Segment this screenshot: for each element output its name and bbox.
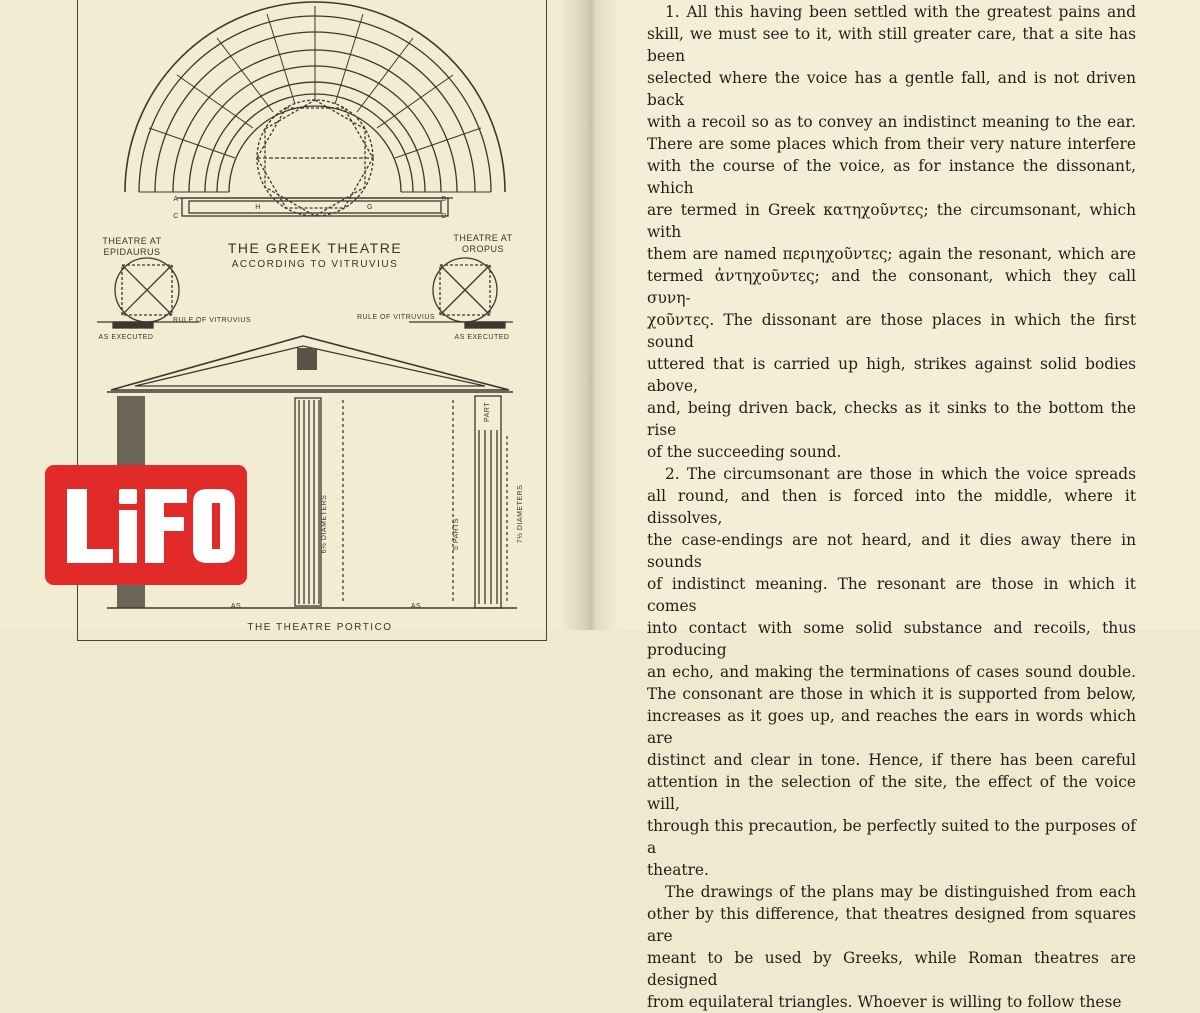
as-right-label: AS [410,603,422,610]
letter-h: H [255,204,261,211]
letter-g: G [367,204,373,211]
text-line: 1. All this having been settled with the greatest pains and [665,3,1136,21]
dim-parts-label: 5 PARTS [453,517,460,551]
plate-subtitle: ACCORDING TO VITRUVIUS [231,259,399,270]
oropus-label-line2: OROPUS [461,244,504,254]
epidaurus-label [92,236,172,258]
lifo-logo-mark [45,465,247,585]
text-line: the case-endings are not heard, and it dies away there in sounds [647,531,1136,571]
oropus-label [448,233,518,255]
letter-c: C [173,213,179,220]
text-line: distinct and clear in tone. Hence, if there has been careful [647,751,1136,769]
text-line: skill, we must see to it, with still greater care, that a site has been [647,25,1136,65]
paragraph-2 [647,463,1136,881]
text-line: through this precaution, be perfectly suited to the purposes of a [647,817,1136,857]
text-line: an echo, and making the terminations of cases sound double. [647,663,1136,681]
epidaurus-label-line1: THEATRE AT [102,236,162,246]
as-left-label: AS [230,603,242,610]
text-line: are termed in Greek κατηχοῦντες; the circumsonant, which with [647,201,1136,241]
page-text [647,0,1136,1013]
theatre-plan-drawing [125,2,505,216]
text-line: all round, and then is forced into the middle, where it dissolves, [647,487,1136,527]
text-line: 2. The circumsonant are those in which the voice spreads [665,465,1136,483]
letter-d: D [441,213,447,220]
text-line: of the succeeding sound. [647,443,842,461]
executed-right-label: AS EXECUTED [454,334,510,341]
text-line: selected where the voice has a gentle fall, and is not driven back [647,69,1136,109]
text-line: with a recoil so as to convey an indistinct meaning to the ear. [647,113,1136,131]
text-line: and, being driven back, checks as it sinks to the bottom the rise [647,399,1136,439]
dim-part-label: PART [484,401,491,423]
book-gutter [560,0,620,630]
text-line: The consonant are those in which it is supported from below, [647,685,1136,703]
text-line: of indistinct meaning. The resonant are those in which it comes [647,575,1136,615]
text-line: The drawings of the plans may be distinguished from each [665,883,1136,901]
text-line: theatre. [647,861,709,879]
oropus-label-line1: THEATRE AT [453,233,513,243]
paragraph-3 [647,881,1136,1013]
executed-left-label: AS EXECUTED [98,334,154,341]
paragraph-1-lines [647,0,1136,463]
letter-a: A [173,196,179,203]
text-line: meant to be used by Greeks, while Roman theatres are designed [647,949,1136,989]
letter-b: B [441,196,447,203]
paragraph-1 [647,0,1136,463]
text-line: them are named περιηχοῦντες; again the resonant, which are [647,245,1136,263]
plate-title: THE GREEK THEATRE [227,240,403,256]
text-line: There are some places which from their very nature interfere [647,135,1136,153]
dim-center-label: 6½ DIAMETERS [321,494,328,554]
portico-caption: THE THEATRE PORTICO [247,622,393,633]
epidaurus-label-line2: EPIDAURUS [103,247,161,257]
text-line: with the course of the voice, as for instance the dissonant, which [647,157,1136,197]
text-line: other by this difference, that theatres designed from squares are [647,905,1136,945]
text-line: into contact with some solid substance and recoils, thus producing [647,619,1136,659]
text-line: termed ἀντηχοῦντες; and the consonant, which they call συνη- [647,267,1136,307]
text-line: uttered that is carried up high, strikes against solid bodies above, [647,355,1136,395]
lifo-logo [45,465,247,585]
rule-right-label: RULE OF VITRUVIUS [356,314,436,321]
text-line: from equilateral triangles. Whoever is willing to follow these [647,993,1122,1011]
text-line: χοῦντες. The dissonant are those places in which the first sound [647,311,1136,351]
rule-left-label: RULE OF VITRUVIUS [172,317,252,324]
text-line: increases as it goes up, and reaches the ears in words which are [647,707,1136,747]
dim-right-label: 7½ DIAMETERS [517,484,524,544]
text-line: attention in the selection of the site, the effect of the voice will, [647,773,1136,813]
